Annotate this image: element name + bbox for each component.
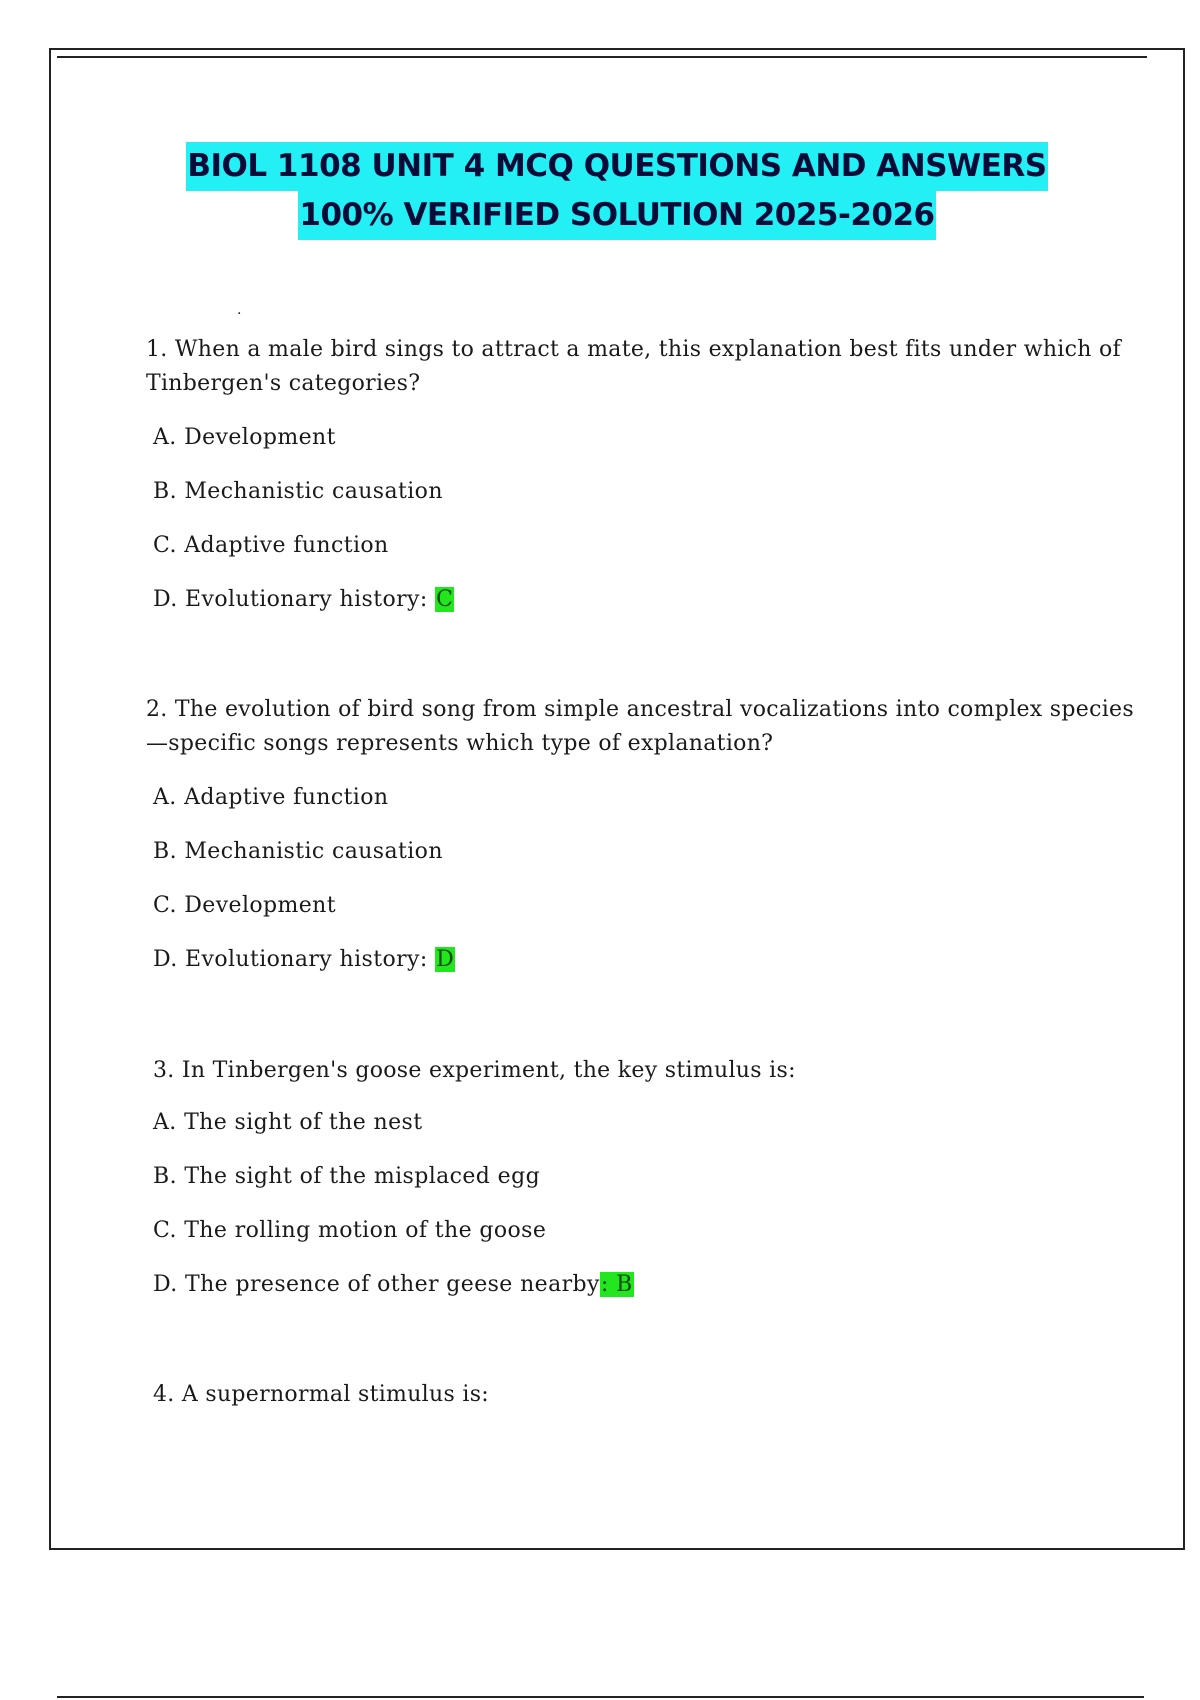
question-1-option-b: B. Mechanistic causation	[153, 479, 443, 504]
question-1-option-a: A. Development	[153, 425, 336, 450]
page-frame	[49, 48, 1185, 1550]
question-3-option-d	[153, 1270, 634, 1300]
question-1-option-d-label: D. Evolutionary history:	[153, 587, 436, 612]
question-2-option-b: B. Mechanistic causation	[153, 839, 443, 864]
document-title	[51, 142, 1183, 240]
question-3-option-a: A. The sight of the nest	[153, 1110, 423, 1135]
question-2-option-d	[153, 945, 455, 975]
question-1-answer: C	[436, 587, 454, 612]
question-3-answer: : B	[600, 1272, 633, 1297]
title-line-2: 100% VERIFIED SOLUTION 2025-2026	[298, 191, 935, 240]
question-2-answer: D	[436, 947, 455, 972]
question-3-text: 3. In Tinbergen's goose experiment, the key stimulus is:	[153, 1058, 796, 1083]
question-4-text: 4. A supernormal stimulus is:	[153, 1382, 490, 1407]
title-line-1: BIOL 1108 UNIT 4 MCQ QUESTIONS AND ANSWERS	[186, 142, 1047, 191]
question-2-option-a: A. Adaptive function	[153, 785, 389, 810]
bottom-rule	[57, 1696, 1144, 1698]
question-1-option-c: C. Adaptive function	[153, 533, 389, 558]
question-1-text: 1. When a male bird sings to attract a mate, this explanation best fits under which of Tinbergen's categories?	[146, 337, 1122, 396]
stray-dot: .	[237, 302, 242, 318]
question-2-option-c: C. Development	[153, 893, 336, 918]
question-2-option-d-label: D. Evolutionary history:	[153, 947, 436, 972]
question-1-option-d	[153, 585, 454, 615]
question-2-text: 2. The evolution of bird song from simple ancestral vocalizations into complex species—specific songs represents which type of explanation?	[146, 697, 1134, 756]
question-3-option-b: B. The sight of the misplaced egg	[153, 1164, 541, 1189]
question-3-option-d-label: D. The presence of other geese nearby	[153, 1272, 600, 1297]
question-3-option-c: C. The rolling motion of the goose	[153, 1218, 547, 1243]
top-rule	[57, 56, 1147, 58]
